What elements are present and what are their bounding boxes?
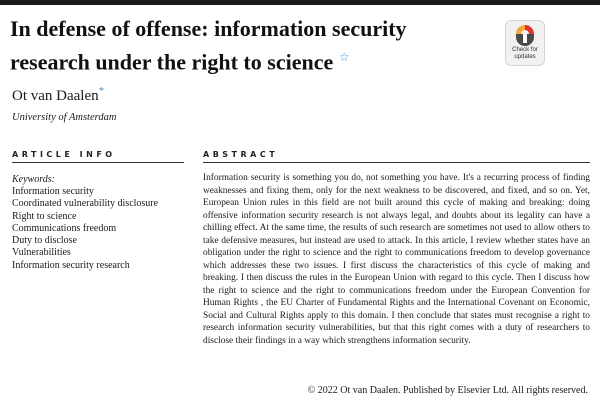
article-info-heading: ARTICLE INFO <box>12 150 116 159</box>
author-line <box>12 85 104 105</box>
header-rule <box>0 0 600 5</box>
keywords-label: Keywords: <box>12 174 55 185</box>
abstract-body: Information security is something you do, not something you have. It's a recurring process of finding weaknesses and fixing them, only for the next weakness to be discovered, and fixed, and so on. Yet, European Union rules in this field are not built around this cycle of making and breaking: doing offensive information security research is not always legal, and doubts about its legality can have a chilling effect. At the same time, the results of such research are sometimes not used to allow others to take defensive measures, but instead are used to attack. In this article, I review whether states have an obligation under the right to science and the right to communications freedom to develop governance which addresses these two issues. I first discuss the characteristics of this cycle of making and breaking. I then discuss the rules in the European Union with regard to this cycle. Then I discuss how the right to science and the right to communications freedom under the European Convention for Human Rights , the EU Charter of Fundamental Rights and the International Covenant on Economic, Social and Cultural Rights apply to this domain. I then conclude that states must recognise a right to research information security vulnerabilities, but that this right comes with a duty of researchers to disclose their findings in a way which strengthens information security. <box>203 173 590 346</box>
keyword-item: Vulnerabilities <box>12 247 71 259</box>
author-name[interactable]: Ot van Daalen <box>12 88 99 104</box>
badge-label <box>512 47 538 61</box>
article-title <box>10 14 480 76</box>
keyword-item: Coordinated vulnerability disclosure <box>12 198 159 210</box>
affiliation: University of Amsterdam <box>12 112 117 123</box>
keywords-list <box>12 186 158 272</box>
keyword-item: Duty to disclose <box>12 235 77 247</box>
author-footnote-marker[interactable]: * <box>98 85 105 97</box>
badge-label-line2: updates <box>514 54 536 60</box>
keyword-item: Right to science <box>12 210 77 222</box>
copyright-notice: © 2022 Ot van Daalen. Published by Elsevier Ltd. All rights reserved. <box>307 385 588 396</box>
keyword-item: Information security <box>12 186 94 197</box>
badge-label-line1: Check for <box>512 47 538 53</box>
article-info-rule <box>12 162 184 163</box>
keyword-item: Communications freedom <box>12 222 117 234</box>
keyword-item: Information security research <box>12 259 130 271</box>
title-footnote-star[interactable]: ☆ <box>338 50 350 64</box>
abstract-rule <box>203 162 590 163</box>
abstract-heading: ABSTRACT <box>203 150 279 159</box>
check-for-updates-badge[interactable] <box>505 20 545 66</box>
check-for-updates-icon <box>515 24 535 46</box>
article-title-text: In defense of offense: information security research under the right to science <box>10 16 407 75</box>
